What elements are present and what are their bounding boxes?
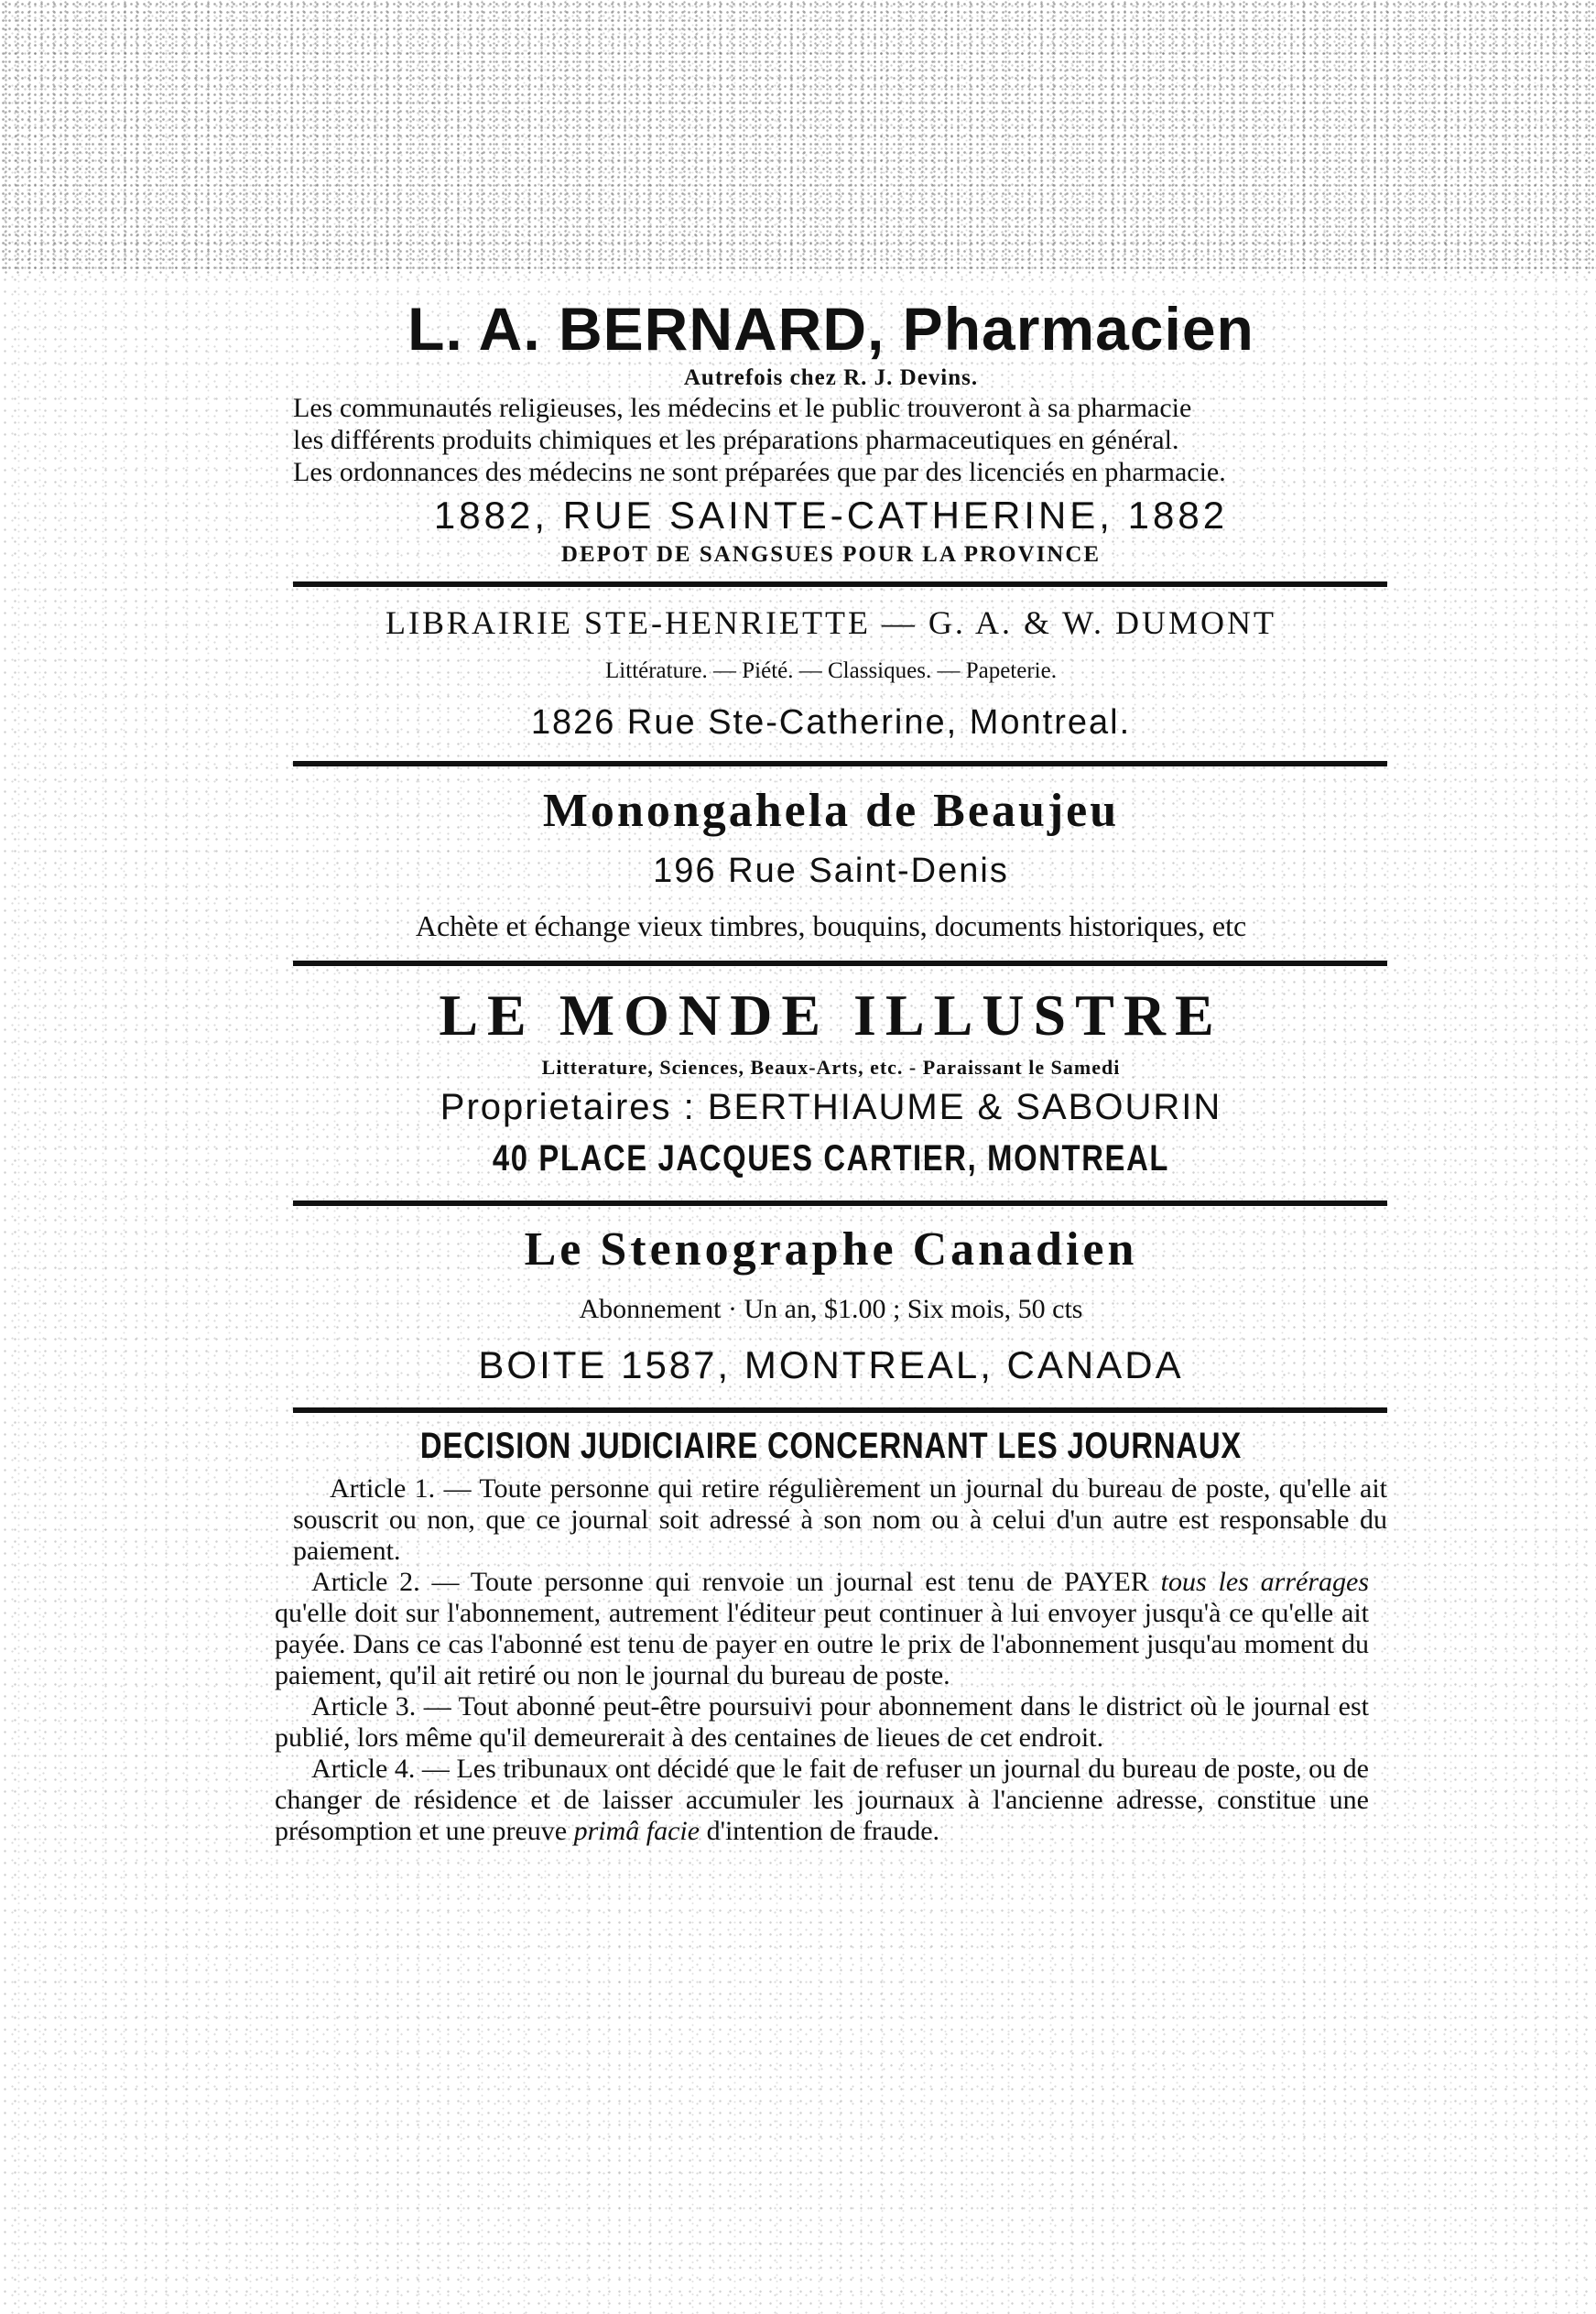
article-4: [275, 1754, 1369, 1847]
monde-owners: Proprietaires : BERTHIAUME & SABOURIN: [440, 1087, 1222, 1127]
stenographe-subscription: Abonnement · Un an, $1.00 ; Six mois, 50 cts: [579, 1294, 1083, 1324]
stenographe-ad: [275, 1217, 1387, 1393]
stenographe-title: Le Stenographe Canadien: [524, 1223, 1138, 1276]
article-4-text-b: d'intention de fraude.: [700, 1816, 940, 1846]
article-2-emphasis: tous les arrérages: [1160, 1567, 1370, 1597]
monongahela-text: Achète et échange vieux timbres, bouquins, documents historiques, etc: [415, 909, 1247, 942]
librairie-title: LIBRAIRIE STE-HENRIETTE — G. A. & W. DUMONT: [385, 604, 1276, 641]
bernard-line-1: Les communautés religieuses, les médecins et le public trouveront à sa pharmacie: [293, 393, 1192, 423]
divider-rule: [293, 961, 1387, 966]
librairie-ad: [275, 600, 1387, 746]
bernard-depot: DEPOT DE SANGSUES POUR LA PROVINCE: [560, 542, 1102, 567]
monongahela-title: Monongahela de Beaujeu: [542, 785, 1120, 837]
bernard-line-3: Les ordonnances des médecins ne sont préparées que par des licenciés en pharmacie.: [293, 457, 1226, 487]
bernard-subtitle: Autrefois chez R. J. Devins.: [683, 365, 979, 390]
advertisement-page: [275, 293, 1387, 1847]
monongahela-address: 196 Rue Saint-Denis: [653, 852, 1009, 890]
monde-title: LE MONDE ILLUSTRE: [439, 983, 1223, 1048]
librairie-subtitle: Littérature. — Piété. — Classiques. — Papeterie.: [605, 658, 1057, 683]
article-3: Article 3. — Tout abonné peut-être poursuivi pour abonnement dans le district où le journal est publié, lors même qu'il demeurerait à des centaines de lieues de cet endroit.: [275, 1691, 1369, 1753]
article-4-text-a: Article 4. — Les tribunaux ont décidé que le fait de refuser un journal du bureau de poste, ou de changer de résidence et de laisser accumuler les journaux à l'ancienne adresse, constitue une présomption et une preuve: [275, 1754, 1369, 1846]
decision-section: [275, 1420, 1387, 1847]
monongahela-ad: [275, 779, 1387, 948]
divider-rule: [293, 581, 1387, 587]
bernard-address: 1882, RUE SAINTE-CATHERINE, 1882: [433, 494, 1229, 537]
bernard-line-2: les différents produits chimiques et les préparations pharmaceutiques en général.: [293, 425, 1179, 455]
divider-rule: [293, 761, 1387, 766]
monde-address: 40 PLACE JACQUES CARTIER, MONTREAL: [492, 1138, 1170, 1179]
article-2-text-a: Article 2. — Toute personne qui renvoie un journal est tenu de PAYER: [311, 1567, 1161, 1597]
article-1: Article 1. — Toute personne qui retire régulièrement un journal du bureau de poste, qu'elle ait souscrit ou non, que ce journal soit adressé à son nom ou à celui d'un autre est responsable du paiement.: [293, 1473, 1387, 1566]
monde-subtitle: Litterature, Sciences, Beaux-Arts, etc. - Paraissant le Samedi: [541, 1056, 1121, 1079]
stenographe-address: BOITE 1587, MONTREAL, CANADA: [478, 1343, 1184, 1386]
article-2: [275, 1567, 1369, 1691]
decision-title: DECISION JUDICIAIRE CONCERNANT LES JOURNAUX: [419, 1426, 1243, 1466]
librairie-address: 1826 Rue Ste-Catherine, Montreal.: [530, 703, 1132, 742]
bernard-title: L. A. BERNARD, Pharmacien: [407, 295, 1254, 363]
divider-rule: [293, 1407, 1387, 1413]
divider-rule: [293, 1200, 1387, 1206]
monde-ad: [275, 979, 1387, 1186]
article-4-emphasis: primâ facie: [573, 1816, 700, 1846]
article-2-text-b: qu'elle doit sur l'abonnement, autrement l'éditeur peut continuer à lui envoyer jusqu'à ce qu'elle ait payée. Dans ce cas l'abonné est tenu de payer en outre le prix de l'abonnement jusqu'au moment du paiement, qu'il ait retiré ou non le journal du bureau de poste.: [275, 1598, 1369, 1690]
paper-speckle-top: [0, 0, 1596, 275]
bernard-ad: [275, 293, 1387, 570]
